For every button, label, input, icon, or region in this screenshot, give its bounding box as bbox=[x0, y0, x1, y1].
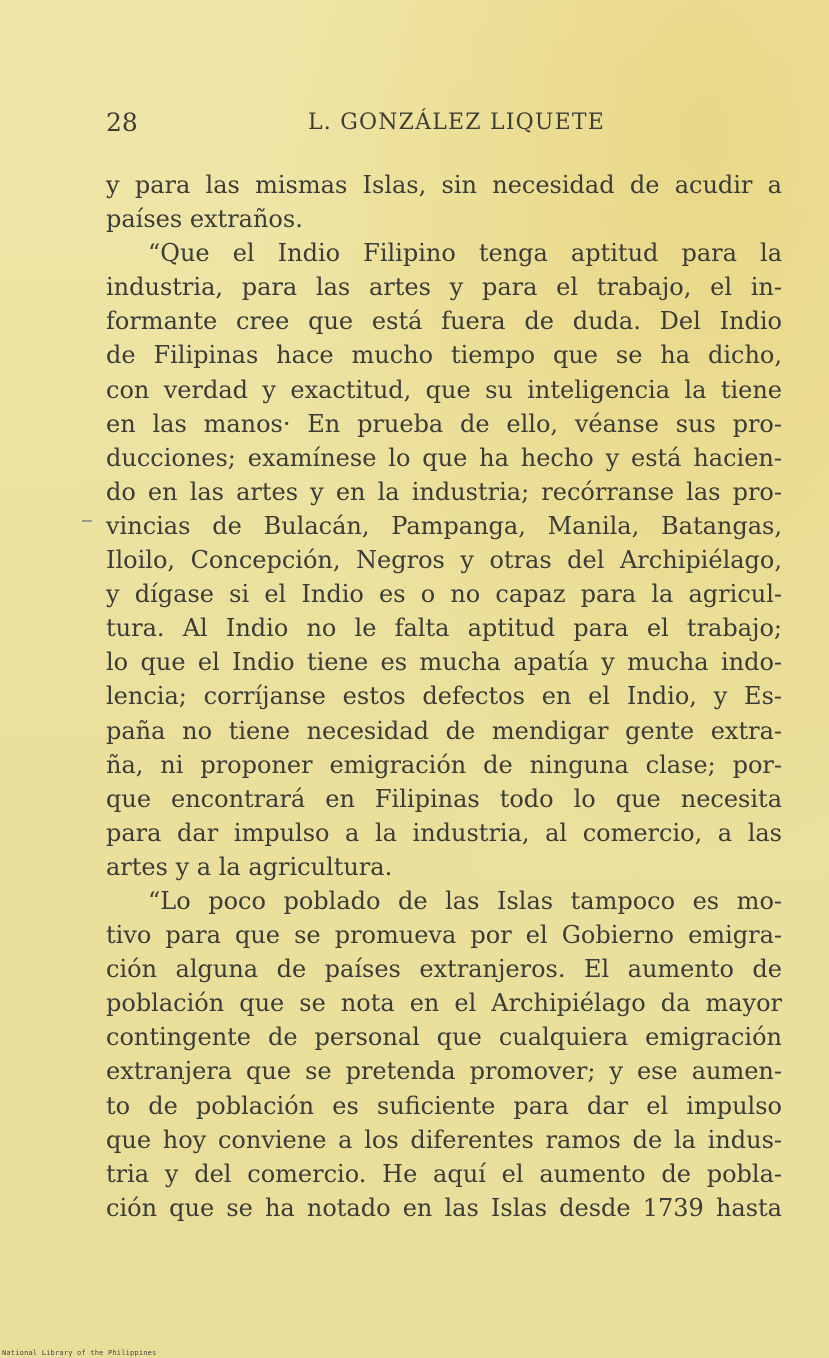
text-line: con verdad y exactitud, que su inteligencia la tiene bbox=[106, 375, 782, 404]
text-line: industria, para las artes y para el trabajo, el in- bbox=[106, 273, 782, 302]
body-text bbox=[106, 168, 782, 1225]
text-line: vincias de Bulacán, Pampanga, Manila, Batangas, bbox=[106, 511, 782, 540]
text-line: paña no tiene necesidad de mendigar gente extra- bbox=[106, 716, 782, 745]
text-line: “Lo poco poblado de las Islas tampoco es mo- bbox=[148, 886, 782, 915]
text-line: países extraños. bbox=[106, 205, 303, 234]
text-line: tivo para que se promueva por el Gobierno emigra- bbox=[106, 921, 782, 950]
running-head: L. GONZÁLEZ LIQUETE bbox=[308, 110, 606, 135]
text-line: ducciones; examínese lo que ha hecho y está hacien- bbox=[106, 443, 782, 472]
text-line: población que se nota en el Archipiélago da mayor bbox=[106, 989, 782, 1018]
text-line: y para las mismas Islas, sin necesidad de acudir a bbox=[106, 171, 782, 199]
text-line: tria y del comercio. He aquí el aumento de pobla- bbox=[106, 1159, 782, 1188]
text-line: lo que el Indio tiene es mucha apatía y mucha indo- bbox=[106, 648, 782, 677]
text-line: Iloilo, Concepción, Negros y otras del Archipiélago, bbox=[106, 546, 782, 575]
text-line: do en las artes y en la industria; recórranse las pro- bbox=[106, 477, 782, 506]
text-line: ña, ni proponer emigración de ninguna clase; por- bbox=[106, 750, 782, 779]
text-line: “Que el Indio Filipino tenga aptitud para la bbox=[148, 239, 782, 268]
text-line: tura. Al Indio no le falta aptitud para el trabajo; bbox=[106, 614, 782, 643]
text-line: para dar impulso a la industria, al comercio, a las bbox=[106, 818, 782, 847]
footer-credit: National Library of the Philippines bbox=[2, 1349, 157, 1357]
page-header bbox=[106, 108, 786, 148]
text-line: artes y a la agricultura. bbox=[106, 852, 393, 881]
text-line: formante cree que está fuera de duda. Del Indio bbox=[106, 307, 782, 336]
text-line: que encontrará en Filipinas todo lo que necesita bbox=[106, 784, 782, 813]
margin-mark bbox=[82, 520, 92, 522]
text-line: en las manos· En prueba de ello, véanse sus pro- bbox=[106, 409, 782, 438]
text-line: y dígase si el Indio es o no capaz para la agricul- bbox=[106, 580, 782, 609]
text-line: ción alguna de países extranjeros. El aumento de bbox=[106, 955, 782, 984]
text-line: extranjera que se pretenda promover; y ese aumen- bbox=[106, 1057, 782, 1086]
text-line: lencia; corríjanse estos defectos en el Indio, y Es- bbox=[106, 682, 782, 711]
text-line: contingente de personal que cualquiera emigración bbox=[106, 1023, 782, 1052]
text-line: que hoy conviene a los diferentes ramos de la indus- bbox=[106, 1125, 782, 1154]
text-line: de Filipinas hace mucho tiempo que se ha dicho, bbox=[106, 341, 782, 370]
text-line: to de población es suficiente para dar el impulso bbox=[106, 1091, 782, 1120]
page-number: 28 bbox=[106, 108, 138, 137]
text-line: ción que se ha notado en las Islas desde 1739 hasta bbox=[106, 1193, 782, 1222]
